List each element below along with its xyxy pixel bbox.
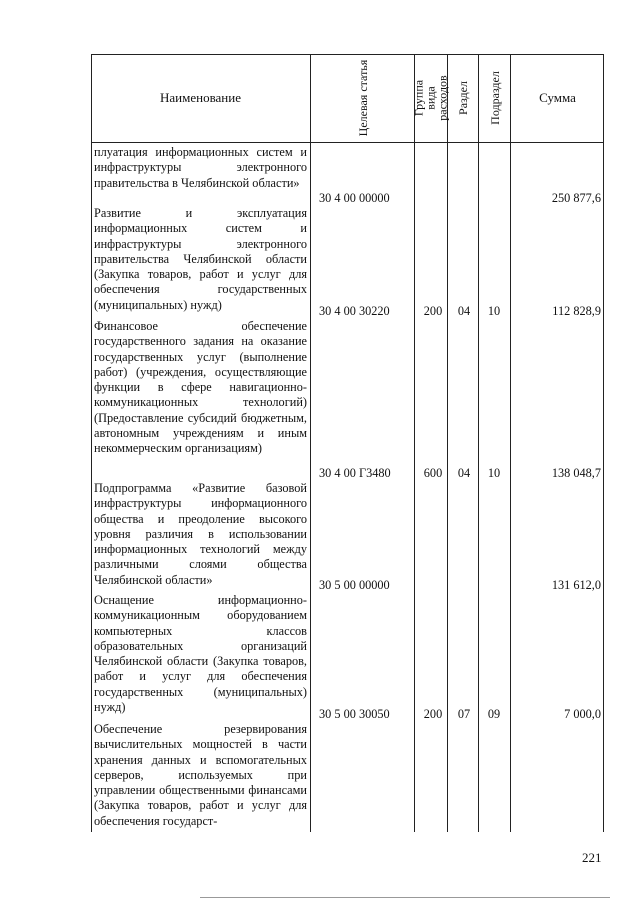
row-sum: 131 612,0 [551, 578, 601, 592]
row-group: 200 [423, 304, 443, 318]
header-target: Целевая статья [355, 59, 370, 137]
row-name: Обеспечение резервирования вычислительных мощностей в части хранения данных и вспомогательных серверов, используемых при управлении общественными финансами (Закупка товаров, работ и услуг для обеспечения государст- [94, 722, 307, 828]
row-target: 30 5 00 00000 [319, 578, 390, 592]
row-target: 30 4 00 00000 [319, 191, 390, 205]
row-name: Развитие и эксплуатация информационных систем и инфраструктуры электронного правительства Челябинской области (Закупка товаров, работ и услуг для обеспечения государственных (муниципальных) нужд) [94, 206, 307, 312]
table-border-right [603, 54, 604, 832]
budget-table [91, 54, 604, 832]
row-section: 04 [457, 466, 471, 480]
footer-rule [200, 897, 610, 898]
row-name: плуатация информационных систем и инфраструктуры электронного правительства в Челябинской области» [94, 145, 307, 190]
row-section: 07 [457, 707, 471, 721]
page-number: 221 [582, 850, 602, 865]
header-divider [91, 142, 604, 143]
column-divider [310, 54, 311, 832]
header-group: Группа вида расходов [412, 75, 450, 121]
row-subsection: 10 [487, 304, 501, 318]
row-target: 30 4 00 Г3480 [319, 466, 391, 480]
row-sum: 112 828,9 [552, 304, 601, 318]
row-name: Оснащение информационно-коммуникационным оборудованием компьютерных классов образовательных организаций Челябинской области (Закупка товаров, работ и услуг для обеспечения государственных (муниципальных) нужд) [94, 593, 307, 715]
row-sum: 138 048,7 [551, 466, 601, 480]
column-divider [414, 54, 415, 832]
row-sum: 7 000,0 [564, 707, 601, 721]
table-border-left [91, 54, 92, 832]
header-name: Наименование [160, 90, 241, 105]
row-group: 600 [423, 466, 443, 480]
row-section: 04 [457, 304, 471, 318]
row-subsection: 10 [487, 466, 501, 480]
header-subsection: Подраздел [487, 71, 502, 125]
row-name: Финансовое обеспечение государственного задания на оказание государственных услуг (выполнение работ) (учреждения, осуществляющие функции в сфере навигационно-коммуникационных технологий) (Предоставление субсидий бюджетным, автономным учреждениям и иным некоммерческим организациям) [94, 319, 307, 456]
row-target: 30 5 00 30050 [319, 707, 390, 721]
header-sum: Сумма [539, 90, 576, 105]
row-name: Подпрограмма «Развитие базовой инфраструктуры информационного общества и преодоление высокого уровня различия в использовании информационных технологий между различными слоями общества Челябинской области» [94, 481, 307, 587]
header-section: Раздел [456, 81, 471, 115]
row-target: 30 4 00 30220 [319, 304, 390, 318]
row-group: 200 [423, 707, 443, 721]
row-sum: 250 877,6 [551, 191, 601, 205]
row-subsection: 09 [487, 707, 501, 721]
